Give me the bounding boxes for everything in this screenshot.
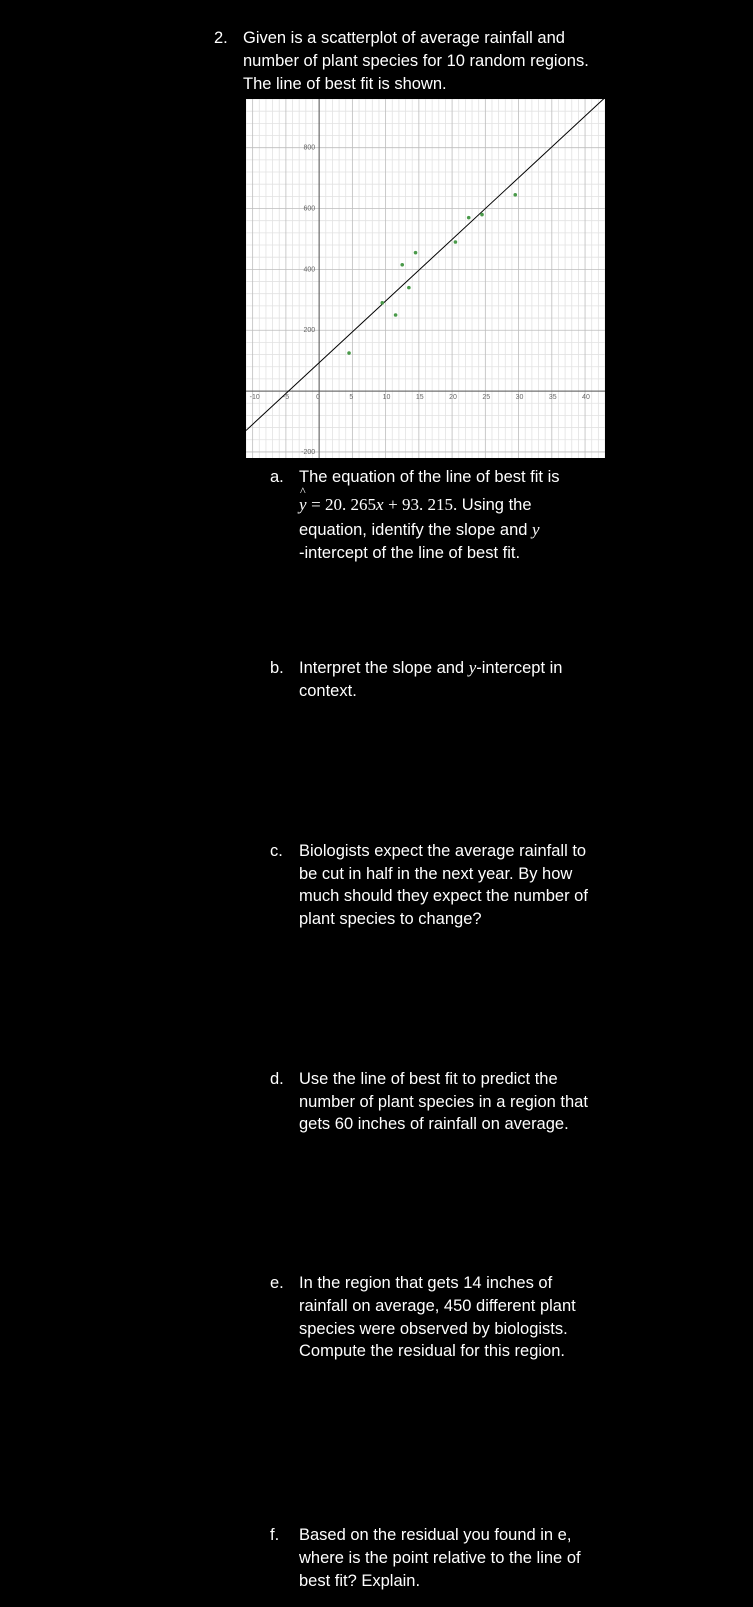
part-d-line-3: gets 60 inches of rainfall on average. — [299, 1115, 569, 1133]
part-c-line-2: be cut in half in the next year. By how — [299, 865, 573, 883]
eq-intercept: + 93. 215. — [388, 495, 458, 514]
x-tick-label: 25 — [482, 394, 491, 402]
part-a-y-var: y — [532, 520, 540, 539]
part-b-label: b. — [270, 659, 284, 677]
part-a-label: a. — [270, 468, 284, 486]
data-point — [480, 213, 484, 217]
data-point — [414, 251, 418, 255]
part-f-line-2: where is the point relative to the line of — [299, 1549, 581, 1567]
x-tick-label: 15 — [415, 394, 424, 402]
part-e-line-4: Compute the residual for this region. — [299, 1342, 565, 1360]
part-c-line-1: Biologists expect the average rainfall to — [299, 842, 587, 860]
eq-slope: = 20. 265 — [311, 495, 376, 514]
part-a-line-4: -intercept of the line of best fit. — [299, 544, 521, 562]
x-tick-label: -5 — [282, 394, 290, 402]
part-b-line-1 — [299, 657, 562, 679]
data-point — [394, 313, 398, 317]
part-b-line-1-post: -intercept in — [476, 659, 563, 677]
y-tick-label: 800 — [303, 144, 316, 152]
scatterplot — [246, 99, 605, 458]
x-tick-label: 30 — [515, 394, 524, 402]
y-tick-label: 600 — [303, 205, 316, 213]
intro-line-3: The line of best fit is shown. — [243, 75, 447, 93]
part-e-line-1: In the region that gets 14 inches of — [299, 1274, 553, 1292]
part-c-label: c. — [270, 842, 283, 860]
part-d-label: d. — [270, 1070, 284, 1088]
hat-symbol: ^ — [300, 484, 306, 498]
x-tick-label: 40 — [582, 394, 590, 402]
data-point — [407, 286, 411, 290]
part-a-line-3-text: equation, identify the slope and — [299, 521, 528, 539]
intro-line-1: Given is a scatterplot of average rainfall and — [243, 29, 565, 47]
part-b-y-var: y — [468, 658, 477, 677]
part-f-label: f. — [270, 1526, 280, 1544]
part-d-line-1: Use the line of best fit to predict the — [299, 1070, 558, 1088]
part-e-label: e. — [270, 1274, 284, 1292]
part-e-line-3: species were observed by biologists. — [299, 1320, 568, 1338]
part-b-line-2: context. — [299, 682, 357, 700]
y-tick-label: -200 — [301, 448, 316, 456]
part-a-line-3 — [299, 519, 540, 541]
data-point — [400, 263, 404, 267]
x-tick-label: -10 — [249, 394, 260, 402]
part-c-line-3: much should they expect the number of — [299, 887, 588, 905]
eq-tail: Using the — [457, 496, 532, 514]
data-point — [467, 216, 471, 220]
x-tick-label: 10 — [382, 394, 391, 402]
y-tick-label: 200 — [303, 327, 316, 335]
x-tick-label: 20 — [449, 394, 457, 402]
part-c-line-4: plant species to change? — [299, 910, 482, 928]
grid-minor — [246, 99, 605, 458]
y-tick-label: 400 — [303, 266, 316, 274]
scatterplot-svg — [246, 99, 605, 458]
x-tick-label: 0 — [316, 394, 321, 402]
y-hat: y — [299, 495, 307, 514]
part-a-line-1: The equation of the line of best fit is — [299, 468, 560, 486]
part-e-line-2: rainfall on average, 450 different plant — [299, 1297, 576, 1315]
part-f-line-3: best fit? Explain. — [299, 1572, 421, 1590]
x-tick-label: 5 — [349, 394, 354, 402]
problem-number: 2. — [214, 29, 228, 47]
part-d-line-2: number of plant species in a region that — [299, 1093, 588, 1111]
data-point — [347, 351, 351, 355]
data-point — [380, 301, 384, 305]
part-b-line-1-pre: Interpret the slope and — [299, 659, 469, 677]
eq-x: x — [375, 495, 384, 514]
part-a-equation — [299, 484, 532, 516]
x-tick-label: 35 — [548, 394, 557, 402]
data-point — [454, 240, 458, 244]
part-f-line-1: Based on the residual you found in e, — [299, 1526, 572, 1544]
data-point — [513, 193, 517, 197]
intro-line-2: number of plant species for 10 random regions. — [243, 52, 589, 70]
